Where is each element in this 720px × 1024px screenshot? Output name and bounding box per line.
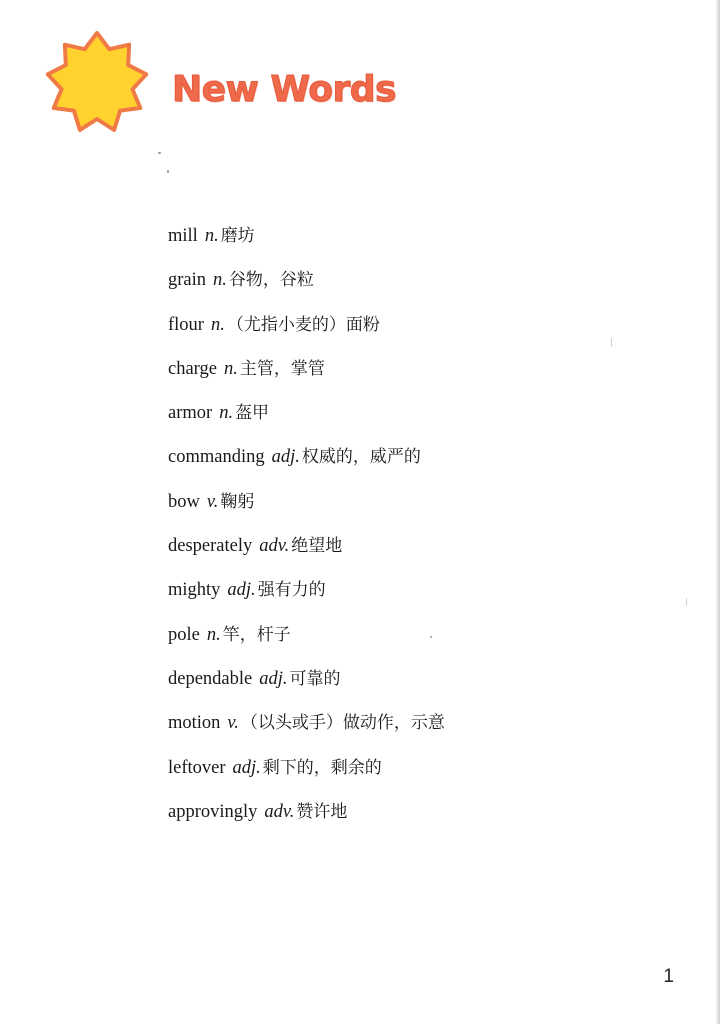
- scan-speck: [611, 338, 612, 347]
- word-meaning: 强有力的: [257, 580, 326, 601]
- word-meaning: 绝望地: [291, 536, 343, 557]
- word-term: flour: [168, 314, 204, 335]
- word-meaning: 鞠躬: [220, 491, 255, 512]
- page-title: New Words: [172, 69, 396, 110]
- word-term: mill: [168, 226, 198, 246]
- word-meaning: （尤指小麦的）面粉: [226, 314, 380, 335]
- word-meaning: 磨坊: [220, 226, 255, 246]
- part-of-speech: adj.: [227, 580, 256, 601]
- scan-speck: [167, 170, 169, 173]
- word-meaning: 竿，杆子: [222, 624, 291, 645]
- vocabulary-entry: [168, 484, 445, 528]
- part-of-speech: adv.: [259, 536, 290, 557]
- word-term: commanding: [168, 447, 265, 468]
- word-term: leftover: [168, 757, 226, 778]
- word-term: mighty: [168, 580, 221, 601]
- vocabulary-entry: [168, 705, 445, 749]
- part-of-speech: n.: [223, 358, 238, 379]
- part-of-speech: n.: [213, 270, 227, 291]
- word-meaning: 主管，掌管: [239, 358, 325, 379]
- part-of-speech: adj.: [271, 447, 300, 468]
- part-of-speech: v.: [206, 491, 219, 512]
- word-term: motion: [168, 713, 221, 734]
- word-term: charge: [168, 358, 217, 379]
- vocabulary-entry: [168, 528, 445, 572]
- word-meaning: 可靠的: [289, 668, 341, 689]
- word-meaning: 盔甲: [235, 403, 270, 424]
- word-meaning: （以头或手）做动作，示意: [240, 713, 445, 734]
- vocabulary-entry: [168, 661, 445, 705]
- vocabulary-entry: [168, 395, 445, 439]
- vocabulary-entry: [168, 750, 445, 794]
- part-of-speech: n.: [210, 314, 225, 335]
- vocabulary-entry: [168, 218, 445, 262]
- word-term: armor: [168, 403, 213, 424]
- word-term: approvingly: [168, 801, 258, 822]
- starburst-icon: [44, 30, 150, 136]
- word-term: pole: [168, 624, 200, 645]
- scan-speck: [686, 598, 687, 606]
- vocabulary-entry: [168, 262, 445, 306]
- vocabulary-entry: [168, 439, 445, 483]
- part-of-speech: adj.: [232, 757, 261, 778]
- page-edge: [716, 0, 720, 1024]
- vocabulary-entry: [168, 307, 445, 351]
- word-term: dependable: [168, 668, 253, 689]
- scan-speck: [158, 152, 161, 154]
- word-meaning: 赞许地: [296, 801, 348, 822]
- vocabulary-entry: [168, 572, 445, 616]
- word-meaning: 剩下的，剩余的: [262, 757, 382, 778]
- part-of-speech: n.: [206, 624, 221, 645]
- part-of-speech: n.: [219, 403, 234, 424]
- part-of-speech: n.: [204, 226, 219, 246]
- part-of-speech: adj.: [259, 668, 288, 689]
- part-of-speech: v.: [227, 713, 239, 734]
- word-term: desperately: [168, 536, 253, 557]
- vocabulary-list: [168, 218, 445, 838]
- word-meaning: 权威的，威严的: [301, 447, 421, 468]
- word-meaning: 谷物，谷粒: [228, 270, 314, 291]
- word-term: bow: [168, 491, 200, 512]
- page-number: 1: [663, 966, 674, 987]
- vocabulary-entry: [168, 351, 445, 395]
- vocabulary-entry: [168, 794, 445, 838]
- part-of-speech: adv.: [264, 801, 295, 822]
- word-term: grain: [168, 270, 207, 291]
- vocabulary-entry: [168, 617, 445, 661]
